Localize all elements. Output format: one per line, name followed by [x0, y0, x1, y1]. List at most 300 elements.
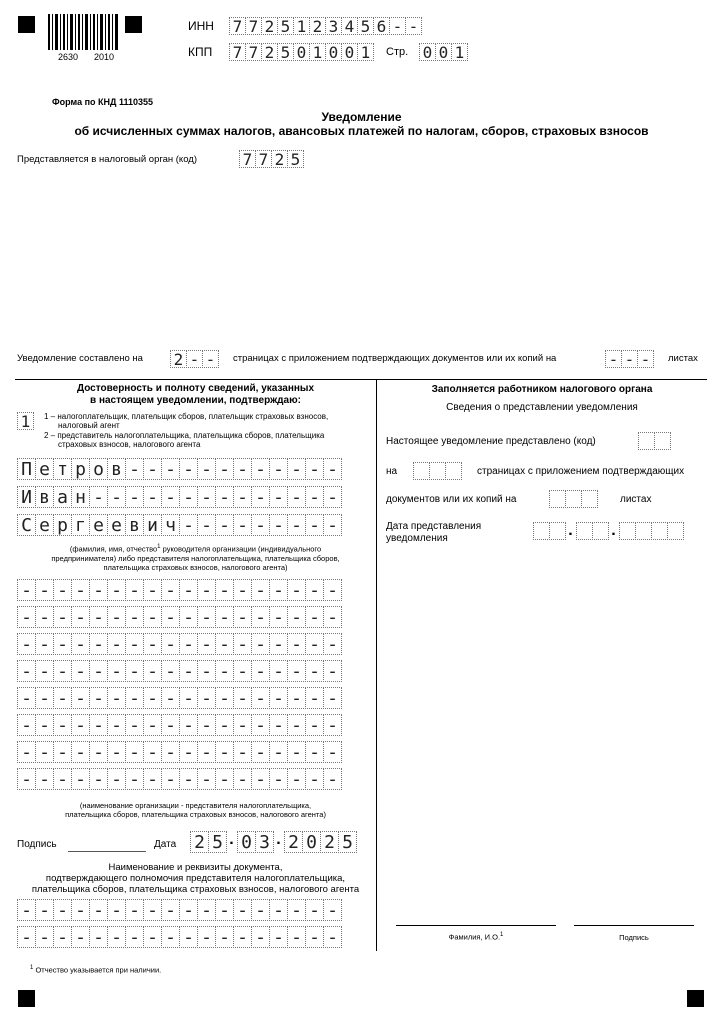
right-pages-cell[interactable] — [445, 462, 462, 480]
organization-row-cell: - — [161, 633, 180, 655]
name-cell: - — [197, 486, 216, 508]
organization-row-cell: - — [323, 741, 342, 763]
surname-cell: - — [215, 458, 234, 480]
organization-row-cell: - — [143, 660, 162, 682]
organization-row-cell: - — [215, 633, 234, 655]
organization-row-cell: - — [323, 606, 342, 628]
document-row-cell: - — [215, 899, 234, 921]
organization-row-cell: - — [179, 579, 198, 601]
document-row-cell: - — [53, 926, 72, 948]
pages-prefix: Уведомление составлено на — [17, 353, 143, 364]
name-cells — [17, 486, 341, 508]
patronymic-cell: - — [323, 514, 342, 536]
organization-row-cell: - — [197, 606, 216, 628]
organization-row-cell: - — [269, 687, 288, 709]
organization-row-cell: - — [233, 714, 252, 736]
document-row-cell: - — [107, 899, 126, 921]
kpp-cell: 1 — [357, 43, 374, 61]
inn-cell: 3 — [325, 17, 342, 35]
organization-row-cell: - — [215, 660, 234, 682]
kpp-cell: 0 — [341, 43, 358, 61]
fio-note-line2: предпринимателя) либо представителя налогоплательщика, плательщика сборов, — [51, 553, 340, 563]
document-row-cell: - — [35, 899, 54, 921]
surname-cell: - — [287, 458, 306, 480]
officer-signature-line[interactable] — [574, 925, 694, 926]
organization-row-cell: - — [161, 579, 180, 601]
pages-cell: 2 — [170, 350, 187, 368]
patronymic-cell: е — [35, 514, 54, 536]
fio-note-line1-a: (фамилия, имя, отчество — [69, 544, 158, 554]
organization-row-cell: - — [17, 660, 36, 682]
organization-row-cell: - — [143, 768, 162, 790]
org-note — [15, 801, 376, 819]
document-row-cell: - — [251, 899, 270, 921]
right-pages-cell[interactable] — [413, 462, 430, 480]
organization-row-cell: - — [89, 768, 108, 790]
document-row — [17, 926, 341, 948]
organization-row-cell: - — [35, 660, 54, 682]
option1-line1: 1 – налогоплательщик, плательщик сборов, плательщик страховых взносов, — [44, 412, 329, 421]
document-row-cell: - — [287, 926, 306, 948]
right-pages-cells — [413, 462, 461, 480]
organization-row-cell: - — [71, 579, 90, 601]
patronymic-cell: г — [71, 514, 90, 536]
name-cell: - — [305, 486, 324, 508]
submitted-code-cell[interactable] — [654, 432, 671, 450]
organization-row-cell: - — [17, 606, 36, 628]
column-divider — [376, 379, 377, 951]
organization-row-cell: - — [287, 579, 306, 601]
organization-row-cell: - — [215, 768, 234, 790]
organization-row-cell: - — [125, 741, 144, 763]
organization-row-cell: - — [179, 687, 198, 709]
organization-row-cell: - — [17, 687, 36, 709]
kpp-label: КПП — [188, 45, 213, 59]
organization-row-cell: - — [35, 714, 54, 736]
patronymic-cell: - — [215, 514, 234, 536]
organization-row-cell: - — [233, 741, 252, 763]
organization-row-cell: - — [269, 741, 288, 763]
document-row-cell: - — [17, 899, 36, 921]
fio-note-line1 — [15, 543, 376, 554]
right-pages-cell[interactable] — [429, 462, 446, 480]
organization-row-cell: - — [89, 741, 108, 763]
document-row-cell: - — [143, 899, 162, 921]
organization-row-cell: - — [233, 579, 252, 601]
document-row-cell: - — [233, 926, 252, 948]
kpp-cell: 5 — [277, 43, 294, 61]
organization-row-cell: - — [305, 687, 324, 709]
document-row-cell: - — [107, 926, 126, 948]
document-row-cell: - — [269, 926, 288, 948]
name-cell: - — [233, 486, 252, 508]
patronymic-cell: е — [107, 514, 126, 536]
organization-row-cell: - — [269, 660, 288, 682]
page-cell: 0 — [435, 43, 452, 61]
organization-row-cell: - — [269, 633, 288, 655]
corner-marker-bottom-left — [18, 990, 35, 1007]
inn-label: ИНН — [188, 19, 214, 33]
organization-row-cell: - — [269, 768, 288, 790]
name-cell: - — [251, 486, 270, 508]
organization-row-cell: - — [179, 606, 198, 628]
patronymic-cell: ч — [161, 514, 180, 536]
right-date-cell[interactable] — [635, 522, 652, 540]
organization-row-cell: - — [161, 660, 180, 682]
right-date-cells — [533, 522, 683, 540]
organization-row-cell: - — [179, 741, 198, 763]
organization-row-cell: - — [233, 633, 252, 655]
document-row-cell: - — [143, 926, 162, 948]
organization-row-cell: - — [53, 633, 72, 655]
name-cell: И — [17, 486, 36, 508]
organization-row-cell: - — [53, 714, 72, 736]
name-cell: - — [107, 486, 126, 508]
right-date-cell[interactable] — [592, 522, 609, 540]
organization-row — [17, 768, 341, 790]
name-cell: - — [269, 486, 288, 508]
organization-row-cell: - — [233, 660, 252, 682]
date-label: Дата — [154, 839, 177, 850]
signature-line[interactable] — [68, 851, 146, 852]
fio-note-sup: 1 — [157, 544, 161, 550]
document-row-cell: - — [179, 899, 198, 921]
surname-cell: - — [179, 458, 198, 480]
organization-row — [17, 579, 341, 601]
document-row-cell: - — [323, 926, 342, 948]
organization-row-cell: - — [107, 579, 126, 601]
surname-cell: р — [71, 458, 90, 480]
organization-row-cell: - — [215, 606, 234, 628]
organization-row-cell: - — [251, 741, 270, 763]
sign-label: Подпись — [619, 933, 649, 942]
date-separator: . — [276, 831, 281, 848]
surname-cell: е — [35, 458, 54, 480]
option2-line1: 2 – представитель налогоплательщика, плательщика сборов, плательщика — [44, 431, 325, 440]
inn-cell: - — [389, 17, 406, 35]
organization-row-cell: - — [17, 633, 36, 655]
organization-row-cell: - — [287, 714, 306, 736]
right-date-cell[interactable] — [667, 522, 684, 540]
organization-row-cell: - — [125, 768, 144, 790]
name-cell: в — [35, 486, 54, 508]
footnote-sup: 1 — [30, 965, 34, 971]
organization-row-cell: - — [35, 579, 54, 601]
date-cell: 2 — [190, 831, 209, 853]
corner-marker-top-right — [125, 16, 142, 33]
patronymic-cell: е — [89, 514, 108, 536]
organization-row-cell: - — [197, 768, 216, 790]
organization-row-cell: - — [17, 768, 36, 790]
doc-title — [15, 862, 376, 895]
organization-row — [17, 741, 341, 763]
patronymic-cells — [17, 514, 341, 536]
surname-cell: - — [143, 458, 162, 480]
organization-row-cell: - — [161, 687, 180, 709]
organization-row-cell: - — [269, 714, 288, 736]
sheets-cell: - — [605, 350, 622, 368]
right-date-cell[interactable] — [651, 522, 668, 540]
organization-row-cell: - — [305, 741, 324, 763]
surname-cells — [17, 458, 341, 480]
left-heading2: в настоящем уведомлении, подтверждаю: — [90, 395, 301, 406]
right-date-cell[interactable] — [533, 522, 550, 540]
inn-cell: 2 — [309, 17, 326, 35]
organization-row-cell: - — [305, 633, 324, 655]
organization-row — [17, 687, 341, 709]
surname-cell: - — [323, 458, 342, 480]
organization-row-cell: - — [143, 687, 162, 709]
inn-cell: 5 — [357, 17, 374, 35]
organization-row-cell: - — [251, 579, 270, 601]
name-cell: а — [53, 486, 72, 508]
right-pages-label: страницах с приложением подтверждающих — [477, 466, 685, 477]
organization-row-cell: - — [179, 633, 198, 655]
right-date-cell[interactable] — [619, 522, 636, 540]
date-cell: 0 — [302, 831, 321, 853]
organization-row-cell: - — [53, 660, 72, 682]
patronymic-cell: - — [233, 514, 252, 536]
submitted-code-cells — [638, 432, 670, 450]
patronymic-cell: - — [305, 514, 324, 536]
organization-row-cell: - — [35, 687, 54, 709]
document-row-cell: - — [305, 899, 324, 921]
organization-row-cell: - — [179, 714, 198, 736]
document-row-cell: - — [179, 926, 198, 948]
document-row-cell: - — [233, 899, 252, 921]
kpp-cell: 2 — [261, 43, 278, 61]
left-heading1: Достоверность и полноту сведений, указанных — [76, 383, 315, 394]
sheets-cells — [605, 350, 653, 368]
organization-row-cell: - — [17, 741, 36, 763]
fio-note-line1-b: руководителя организации (индивидуального — [162, 544, 322, 554]
right-date-cell[interactable] — [549, 522, 566, 540]
docs-label: документов или их копий на — [386, 494, 517, 505]
organization-row-cell: - — [215, 687, 234, 709]
organization-row-cell: - — [305, 714, 324, 736]
date-separator: . — [568, 522, 573, 539]
organization-row-cell: - — [71, 660, 90, 682]
kpp-cell: 1 — [309, 43, 326, 61]
organization-row-cell: - — [71, 714, 90, 736]
corner-marker-bottom-right — [687, 990, 704, 1007]
organization-row-cell: - — [269, 606, 288, 628]
patronymic-cell: - — [179, 514, 198, 536]
pages-cell: - — [186, 350, 203, 368]
organization-row-cell: - — [305, 606, 324, 628]
organization-row-cell: - — [269, 579, 288, 601]
organization-row-cell: - — [197, 660, 216, 682]
document-row-cell: - — [125, 926, 144, 948]
tax-authority-cells — [239, 150, 303, 168]
right-sheets-cell[interactable] — [581, 490, 598, 508]
organization-row-cell: - — [197, 633, 216, 655]
inn-cell: 7 — [245, 17, 262, 35]
fio-label — [396, 932, 556, 942]
fio-signature-line[interactable] — [396, 925, 556, 926]
document-row-cell: - — [287, 899, 306, 921]
organization-row — [17, 633, 341, 655]
organization-row-cell: - — [323, 768, 342, 790]
barcode — [48, 14, 118, 50]
organization-row-cell: - — [161, 714, 180, 736]
surname-cell: - — [251, 458, 270, 480]
surname-cell: т — [53, 458, 72, 480]
signature-label: Подпись — [17, 839, 57, 850]
kpp-cell: 7 — [229, 43, 246, 61]
document-row-cell: - — [89, 926, 108, 948]
document-row-cell: - — [269, 899, 288, 921]
document-row-cell: - — [251, 926, 270, 948]
organization-row-cell: - — [125, 606, 144, 628]
organization-row-cell: - — [215, 741, 234, 763]
pages-middle: страницах с приложением подтверждающих документов или их копий на — [233, 353, 557, 364]
document-row — [17, 899, 341, 921]
document-row-cell: - — [89, 899, 108, 921]
organization-row-cell: - — [107, 687, 126, 709]
signer-type-cells — [17, 412, 33, 430]
surname-cell: - — [233, 458, 252, 480]
surname-cell: - — [269, 458, 288, 480]
tax-authority-cell: 7 — [255, 150, 272, 168]
barcode-icon — [48, 14, 118, 50]
name-cell: - — [125, 486, 144, 508]
option1-line2: налоговый агент — [58, 421, 120, 430]
organization-row-cell: - — [251, 714, 270, 736]
right-heading: Заполняется работником налогового органа — [431, 384, 653, 395]
date-separator: . — [611, 522, 616, 539]
organization-row-cell: - — [287, 606, 306, 628]
organization-row-cell: - — [197, 579, 216, 601]
organization-row-cell: - — [125, 579, 144, 601]
tax-authority-cell: 7 — [239, 150, 256, 168]
kpp-cell: 0 — [325, 43, 342, 61]
right-date-cell[interactable] — [576, 522, 593, 540]
surname-cell: - — [125, 458, 144, 480]
name-cell: - — [323, 486, 342, 508]
sheets-cell: - — [637, 350, 654, 368]
name-cell: - — [89, 486, 108, 508]
organization-row-cell: - — [323, 633, 342, 655]
document-row-cell: - — [35, 926, 54, 948]
organization-row-cell: - — [287, 660, 306, 682]
name-cell: - — [161, 486, 180, 508]
organization-row — [17, 714, 341, 736]
inn-cell: 6 — [373, 17, 390, 35]
date-cell: 2 — [284, 831, 303, 853]
surname-cell: о — [89, 458, 108, 480]
organization-row-cell: - — [17, 579, 36, 601]
organization-row-cell: - — [125, 687, 144, 709]
organization-row-cell: - — [71, 687, 90, 709]
inn-cells — [229, 17, 421, 35]
name-cell: - — [215, 486, 234, 508]
org-note-line1: (наименование организации - представителя налогоплательщика, — [79, 801, 312, 810]
org-note-line2: плательщика сборов, плательщика страховых взносов, налогового агента) — [65, 810, 326, 819]
organization-row-cell: - — [107, 660, 126, 682]
organization-row-cell: - — [161, 606, 180, 628]
right-date-label-line2: уведомления — [386, 533, 448, 544]
organization-row-cell: - — [125, 633, 144, 655]
organization-row-cell: - — [287, 741, 306, 763]
title-line1: Уведомление — [321, 110, 402, 124]
page-cell: 1 — [451, 43, 468, 61]
page-cells — [419, 43, 467, 61]
inn-cell: 7 — [229, 17, 246, 35]
document-row-cell: - — [53, 899, 72, 921]
organization-row-cell: - — [143, 714, 162, 736]
organization-row-cell: - — [323, 660, 342, 682]
right-sheets-cell[interactable] — [565, 490, 582, 508]
inn-cell: 1 — [293, 17, 310, 35]
date-cell: 3 — [255, 831, 274, 853]
date-cell: 5 — [338, 831, 357, 853]
page-label: Стр. — [386, 46, 409, 58]
right-subheading: Сведения о представлении уведомления — [446, 402, 638, 413]
organization-row-cell: - — [233, 606, 252, 628]
patronymic-cell: С — [17, 514, 36, 536]
organization-row-cell: - — [251, 633, 270, 655]
right-sheets-label: листах — [620, 494, 652, 505]
doc-title-line1: Наименование и реквизиты документа, — [108, 862, 283, 873]
fio-label-sup: 1 — [500, 932, 504, 938]
fio-note-line3: плательщика страховых взносов, налогового агента) — [103, 562, 288, 572]
organization-row-cell: - — [71, 606, 90, 628]
surname-cell: - — [161, 458, 180, 480]
right-date-label-line1: Дата представления — [386, 521, 482, 532]
organization-row-cell: - — [197, 687, 216, 709]
organization-row-cell: - — [143, 741, 162, 763]
organization-row-cell: - — [323, 579, 342, 601]
document-row-cell: - — [305, 926, 324, 948]
name-cell: - — [179, 486, 198, 508]
organization-row-cell: - — [251, 660, 270, 682]
form-code: Форма по КНД 1110355 — [52, 97, 153, 107]
date-cell: 2 — [320, 831, 339, 853]
document-row-cell: - — [161, 899, 180, 921]
section-divider — [15, 379, 707, 380]
inn-cell: 2 — [261, 17, 278, 35]
organization-row-cell: - — [323, 687, 342, 709]
organization-row-cell: - — [107, 768, 126, 790]
organization-row-cell: - — [53, 606, 72, 628]
organization-row-cell: - — [89, 660, 108, 682]
surname-cell: в — [107, 458, 126, 480]
submitted-code-cell[interactable] — [638, 432, 655, 450]
document-row-cell: - — [125, 899, 144, 921]
organization-row-cell: - — [53, 768, 72, 790]
organization-row-cell: - — [89, 714, 108, 736]
organization-row-cell: - — [251, 687, 270, 709]
right-sheets-cell[interactable] — [549, 490, 566, 508]
date-cell: 5 — [208, 831, 227, 853]
patronymic-cell: и — [143, 514, 162, 536]
submitted-label: Настоящее уведомление представлено (код) — [386, 436, 596, 447]
organization-row-cell: - — [287, 768, 306, 790]
organization-row-cell: - — [89, 606, 108, 628]
pages-suffix: листах — [668, 353, 698, 364]
inn-cell: 5 — [277, 17, 294, 35]
organization-row-cell: - — [53, 579, 72, 601]
patronymic-cell: - — [269, 514, 288, 536]
organization-row-cell: - — [305, 660, 324, 682]
organization-row-cell: - — [161, 741, 180, 763]
document-row-cell: - — [197, 926, 216, 948]
barcode-right-number: 2010 — [94, 52, 115, 62]
corner-marker-top-left — [18, 16, 35, 33]
organization-row-cell: - — [197, 714, 216, 736]
organization-row-cell: - — [323, 714, 342, 736]
